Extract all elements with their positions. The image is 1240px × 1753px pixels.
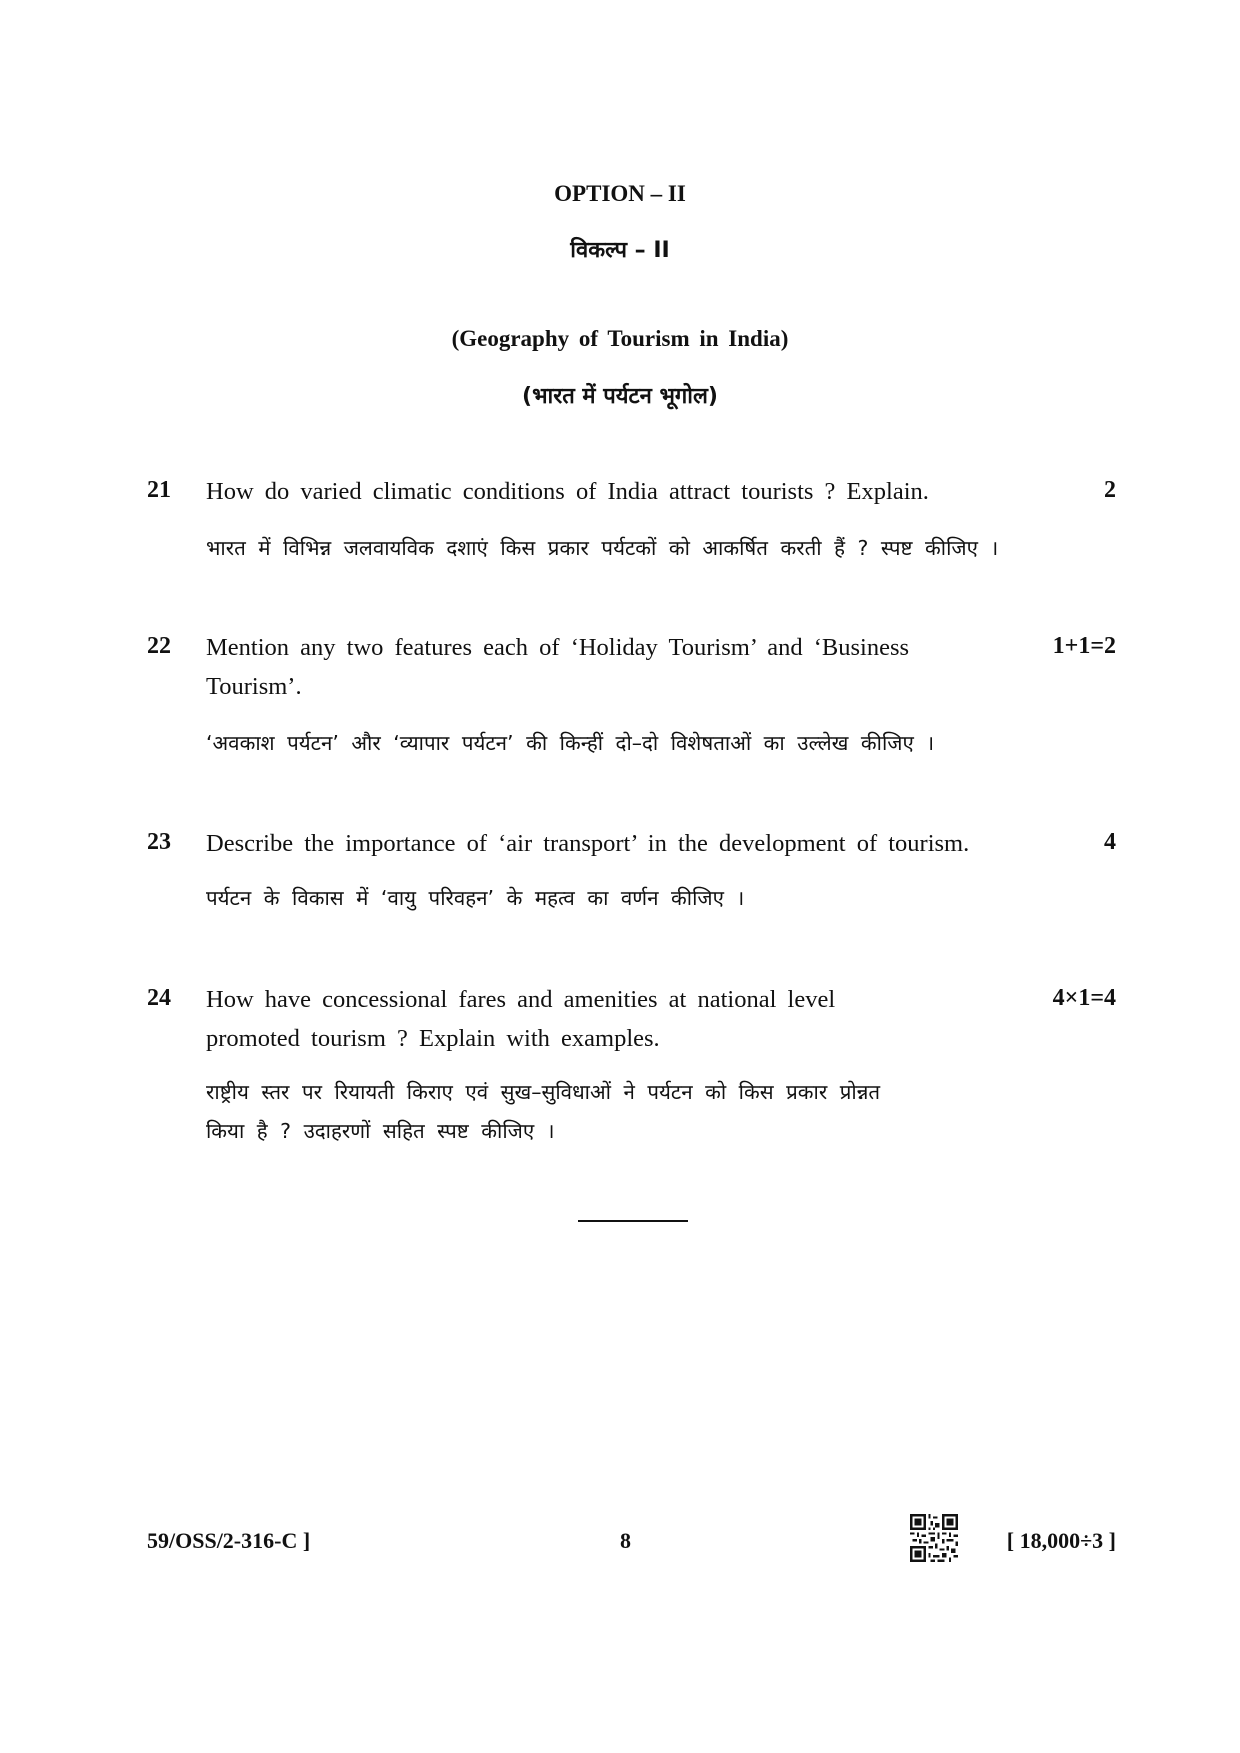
question-text-hindi: [206, 724, 934, 763]
question-line: पर्यटन के विकास में ‘वायु परिवहन’ के महत्व का वर्णन कीजिए ।: [206, 886, 745, 910]
question-number: 23: [147, 829, 171, 855]
question-text-hindi: [206, 879, 744, 918]
question-marks: 1+1=2: [1052, 633, 1116, 659]
subject-heading: (Geography of Tourism in India): [451, 326, 789, 351]
question-text-english: [206, 980, 835, 1058]
question-line: Mention any two features each of ‘Holiday Tourism’ and ‘Business: [206, 634, 910, 661]
subject-heading-hindi: (भारत में पर्यटन भूगोल): [522, 384, 718, 409]
question-marks: 4: [1104, 829, 1116, 855]
paper-code: 59/OSS/2-316-C ]: [147, 1528, 311, 1553]
option-heading: OPTION – II: [554, 181, 686, 206]
question-line: किया है ? उदाहरणों सहित स्पष्ट कीजिए ।: [206, 1119, 555, 1143]
question-line: Tourism’.: [206, 673, 302, 700]
option-heading-hindi: विकल्प – II: [570, 238, 670, 263]
question-number: 21: [147, 477, 171, 503]
question-text-english: [206, 472, 929, 511]
question-marks: 4×1=4: [1052, 985, 1116, 1011]
copies-count: [ 18,000÷3 ]: [1006, 1528, 1116, 1553]
question-line: Describe the importance of ‘air transport’ in the development of tourism.: [206, 830, 970, 857]
question-text-hindi: [206, 529, 998, 568]
question-line: How have concessional fares and amenities at national level: [206, 986, 836, 1013]
question-text-english: [206, 628, 909, 706]
question-text-hindi: [206, 1073, 880, 1151]
question-line: भारत में विभिन्न जलवायविक दशाएं किस प्रकार पर्यटकों को आकर्षित करती हैं ? स्पष्ट कीजिए ।: [206, 536, 999, 560]
question-marks: 2: [1104, 477, 1116, 503]
question-line: promoted tourism ? Explain with examples.: [206, 1025, 660, 1052]
end-rule: [578, 1220, 688, 1222]
question-line: How do varied climatic conditions of India attract tourists ? Explain.: [206, 478, 929, 505]
page-number: 8: [620, 1528, 631, 1553]
qr-code-icon: [910, 1514, 958, 1562]
question-number: 22: [147, 633, 171, 659]
question-number: 24: [147, 985, 171, 1011]
question-text-english: [206, 824, 969, 863]
question-line: ‘अवकाश पर्यटन’ और ‘व्यापार पर्यटन’ की किन्हीं दो–दो विशेषताओं का उल्लेख कीजिए ।: [206, 731, 935, 755]
question-line: राष्ट्रीय स्तर पर रियायती किराए एवं सुख–सुविधाओं ने पर्यटन को किस प्रकार प्रोन्नत: [206, 1080, 881, 1104]
